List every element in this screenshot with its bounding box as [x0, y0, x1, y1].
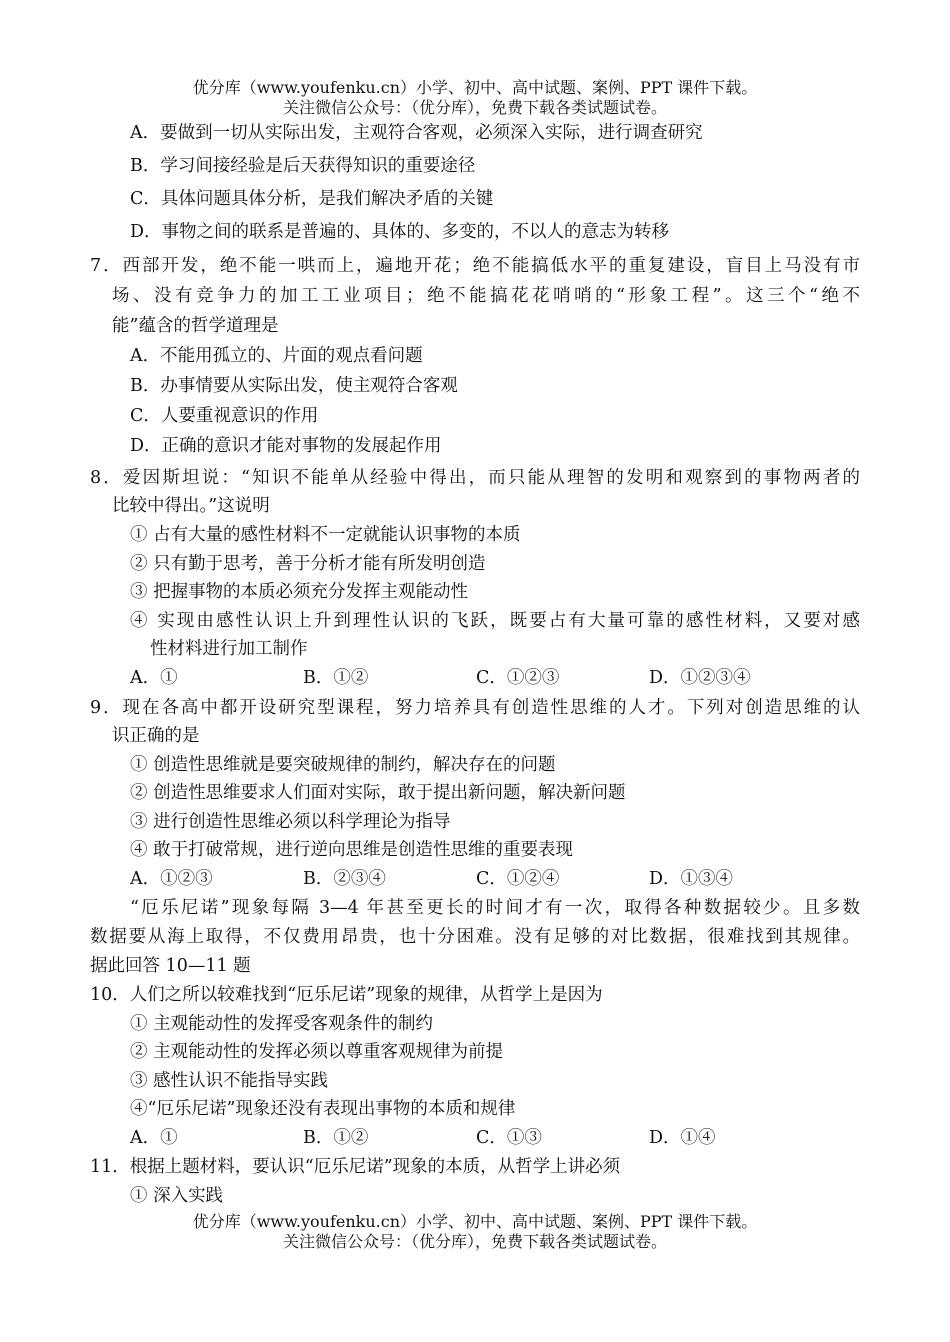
q9-choice-d: D．①③④	[649, 869, 734, 889]
footer-line-2: 关注微信公众号：（优分库），免费下载各类试题试卷。	[282, 1232, 667, 1251]
material-line-2: 数据要从海上取得，不仅费用昂贵，也十分困难。没有足够的对比数据，很难找到其规律。	[90, 927, 860, 947]
q9-item-1: ① 创造性思维就是要突破规律的制约，解决存在的问题	[130, 755, 556, 775]
footer-line-1: 优分库（www.youfenku.cn）小学、初中、高中试题、案例、PPT 课件下载。	[192, 1212, 758, 1231]
q8-choice-c: C．①②③	[476, 668, 560, 688]
q10-item-1: ① 主观能动性的发挥受客观条件的制约	[130, 1014, 434, 1034]
material-line-3: 据此回答 10—11 题	[90, 956, 251, 976]
q10-stem: 10．人们之所以较难找到“厄乐尼诺”现象的规律，从哲学上是因为	[90, 985, 603, 1005]
q10-choice-d: D．①④	[649, 1128, 716, 1148]
q8-item-3: ③ 把握事物的本质必须充分发挥主观能动性	[130, 582, 469, 602]
q10-item-3: ③ 感性认识不能指导实践	[130, 1071, 329, 1091]
q8-item-2: ② 只有勤于思考，善于分析才能有所发明创造	[130, 554, 486, 574]
q10-item-2: ② 主观能动性的发挥必须以尊重客观规律为前提	[130, 1042, 504, 1062]
q9-choice-c: C．①②④	[476, 869, 560, 889]
q7-stem-line-1: 7．西部开发，绝不能一哄而上，遍地开花；绝不能搞低水平的重复建设，盲目上马没有市	[90, 256, 860, 276]
q7-option-d: D．正确的意识才能对事物的发展起作用	[130, 436, 442, 456]
q9-choice-b: B．②③④	[303, 869, 386, 889]
q9-item-4: ④ 敢于打破常规，进行逆向思维是创造性思维的重要表现	[130, 840, 574, 860]
q8-choice-b: B．①②	[303, 668, 369, 688]
q7-option-b: B．办事情要从实际出发，使主观符合客观	[130, 376, 458, 396]
q9-item-2: ② 创造性思维要求人们面对实际，敢于提出新问题，解决新问题	[130, 783, 626, 803]
material-line-1: “厄乐尼诺”现象每隔 3—4 年甚至更长的时间才有一次，取得各种数据较少。且多数	[130, 898, 860, 918]
q8-stem-line-2: 比较中得出。”这说明	[112, 496, 270, 516]
q6-option-d: D．事物之间的联系是普遍的、具体的、多变的，不以人的意志为转移	[130, 222, 670, 242]
q7-option-a: A．不能用孤立的、片面的观点看问题	[130, 346, 423, 366]
q7-option-c: C．人要重视意识的作用	[130, 406, 319, 426]
q6-option-a: A．要做到一切从实际出发，主观符合客观，必须深入实际，进行调查研究	[130, 123, 703, 143]
q9-choice-a: A．①②③	[130, 869, 213, 889]
q8-item-4-cont: 性材料进行加工制作	[150, 639, 308, 659]
q8-item-1: ① 占有大量的感性材料不一定就能认识事物的本质	[130, 525, 521, 545]
header-line-2: 关注微信公众号：（优分库），免费下载各类试题试卷。	[282, 98, 667, 117]
q10-choice-a: A．①	[130, 1128, 178, 1148]
q7-stem-line-2: 场、没有竞争力的加工工业项目；绝不能搞花花哨哨的“形象工程”。这三个“绝不	[112, 286, 860, 306]
q9-stem-line-1: 9．现在各高中都开设研究型课程，努力培养具有创造性思维的人才。下列对创造思维的认	[90, 698, 860, 718]
q10-choice-b: B．①②	[303, 1128, 369, 1148]
q6-option-c: C．具体问题具体分析，是我们解决矛盾的关键	[130, 189, 494, 209]
q8-stem-line-1: 8．爱因斯坦说：“知识不能单从经验中得出，而只能从理智的发明和观察到的事物两者的	[90, 468, 860, 488]
q9-stem-line-2: 识正确的是	[112, 726, 200, 746]
header-line-1: 优分库（www.youfenku.cn）小学、初中、高中试题、案例、PPT 课件下载。	[192, 78, 758, 97]
q9-item-3: ③ 进行创造性思维必须以科学理论为指导	[130, 812, 451, 832]
q8-choice-d: D．①②③④	[649, 668, 751, 688]
q8-item-4: ④ 实现由感性认识上升到理性认识的飞跃，既要占有大量可靠的感性材料，又要对感	[130, 611, 860, 631]
q8-choice-a: A．①	[130, 668, 178, 688]
q10-item-4: ④“厄乐尼诺”现象还没有表现出事物的本质和规律	[130, 1099, 516, 1119]
q11-stem: 11．根据上题材料，要认识“厄乐尼诺”现象的本质，从哲学上讲必须	[90, 1157, 621, 1177]
q11-item-1: ① 深入实践	[130, 1186, 224, 1206]
q6-option-b: B．学习间接经验是后天获得知识的重要途径	[130, 156, 476, 176]
q7-stem-line-3: 能”蕴含的哲学道理是	[112, 316, 279, 336]
q10-choice-c: C．①③	[476, 1128, 542, 1148]
